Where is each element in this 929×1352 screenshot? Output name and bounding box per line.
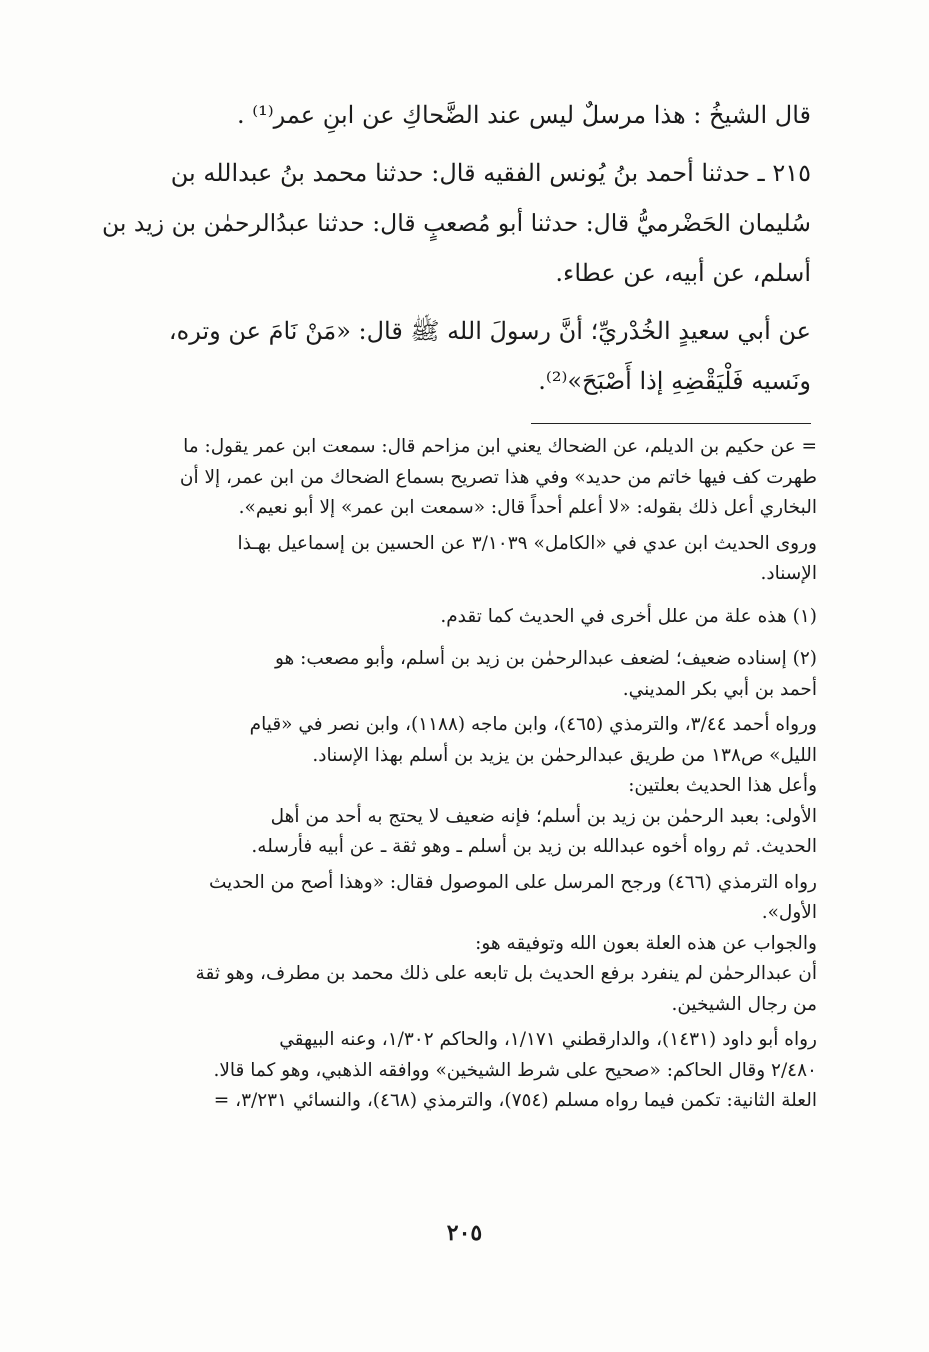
footnotes-block xyxy=(106,432,817,1117)
footnote-line: ورواه أحمد ٣/٤٤، والترمذي (٤٦٥)، وابن ماجه (١١٨٨)، وابن نصر في «قيام xyxy=(249,714,817,735)
footnote-line: الإسناد. xyxy=(760,563,817,584)
footnote-line: البخاري أعل ذلك بقوله: «لا أعلم أحداً قال: «سمعت ابن عمر» إلا أبو نعيم». xyxy=(238,497,817,518)
footnote-line: = عن حكيم بن الديلم، عن الضحاك يعني ابن مزاحم قال: سمعت ابن عمر يقول: ما xyxy=(183,436,817,457)
footnote-line: من رجال الشيخين. xyxy=(671,993,817,1015)
main-line: ونَسيه فَلْيَقْضِهِ إذا أَصْبَحَ»⁽²⁾. xyxy=(538,367,811,395)
main-text-block xyxy=(100,90,811,406)
footnote-line: الحديث. ثم رواه أخوه عبدالله بن زيد بن أسلم ـ وهو ثقة ـ عن أبيه فأرسله. xyxy=(251,836,817,857)
footnote-line: الأول». xyxy=(761,902,817,923)
footnote-line: وأعل هذا الحديث بعلتين: xyxy=(628,775,817,796)
footnote-2: (٢) إسناده ضعيف؛ لضعف عبدالرحمٰن بن زيد بن أسلم، وأبو مصعب: هو xyxy=(274,648,817,669)
footnote-line: رواه الترمذي (٤٦٦) ورجح المرسل على الموصول فقال: «وهذا أصح من الحديث xyxy=(209,871,817,893)
footnote-line: وروى الحديث ابن عدي في «الكامل» ٣/١٠٣٩ عن الحسين بن إسماعيل بهـذا xyxy=(237,532,817,554)
footnote-line: أن عبدالرحمٰن لم ينفرد برفع الحديث بل تابعه على ذلك محمد بن مطرف، وهو ثقة xyxy=(195,963,817,984)
footnote-line: الأولى: بعبد الرحمٰن بن زيد بن أسلم؛ فإنه ضعيف لا يحتج به أحد من أهل xyxy=(270,805,817,827)
main-line: سُليمان الحَضْرميُّ قال: حدثنا أبو مُصعبٍ قال: حدثنا عبدُالرحمٰن بن زيد بن xyxy=(102,209,811,237)
main-line: أسلم، عن أبيه، عن عطاء. xyxy=(555,259,811,287)
footnote-1: (١) هذه علة من علل أخرى في الحديث كما تقدم. xyxy=(440,605,817,627)
footnote-line: والجواب عن هذه العلة بعون الله وتوفيقه هو: xyxy=(475,932,817,954)
footnote-line: طهرت كف فيها خاتم من حديد» وفي هذا تصريح بسماع الضحاك من ابن عمر، إلا أن xyxy=(179,466,817,488)
footnote-line: أحمد بن أبي بكر المديني. xyxy=(622,678,817,700)
footnote-line: رواه أبو داود (١٤٣١)، والدارقطني ١/١٧١، والحاكم ١/٣٠٢، وعنه البيهقي xyxy=(279,1029,817,1050)
footnote-line: الليل» ص١٣٨ من طريق عبدالرحمٰن بن يزيد بن أسلم بهذا الإسناد. xyxy=(312,744,817,766)
main-line: عن أبي سعيدٍ الخُدْريِّ؛ أنَّ رسولَ الله ﷺ قال: «مَنْ نَامَ عن وتره، xyxy=(168,317,811,345)
page-number: ٢٠٥ xyxy=(446,1220,483,1246)
main-line: قال الشيخُ : هذا مرسلٌ ليس عند الضَّحاكِ عن ابنِ عمر⁽¹⁾ . xyxy=(236,101,811,129)
footnote-separator xyxy=(531,423,811,424)
footnote-line: العلة الثانية: تكمن فيما رواه مسلم (٧٥٤)، والترمذي (٤٦٨)، والنسائي ٣/٢٣١، = xyxy=(213,1090,817,1111)
hadith-215-line: ٢١٥ ـ حدثنا أحمد بنُ يُونس الفقيه قال: حدثنا محمد بنُ عبدالله بن xyxy=(170,159,811,187)
footnote-line: ٢/٤٨٠ وقال الحاكم: «صحيح على شرط الشيخين» ووافقه الذهبي، وهو كما قالا. xyxy=(213,1059,817,1081)
